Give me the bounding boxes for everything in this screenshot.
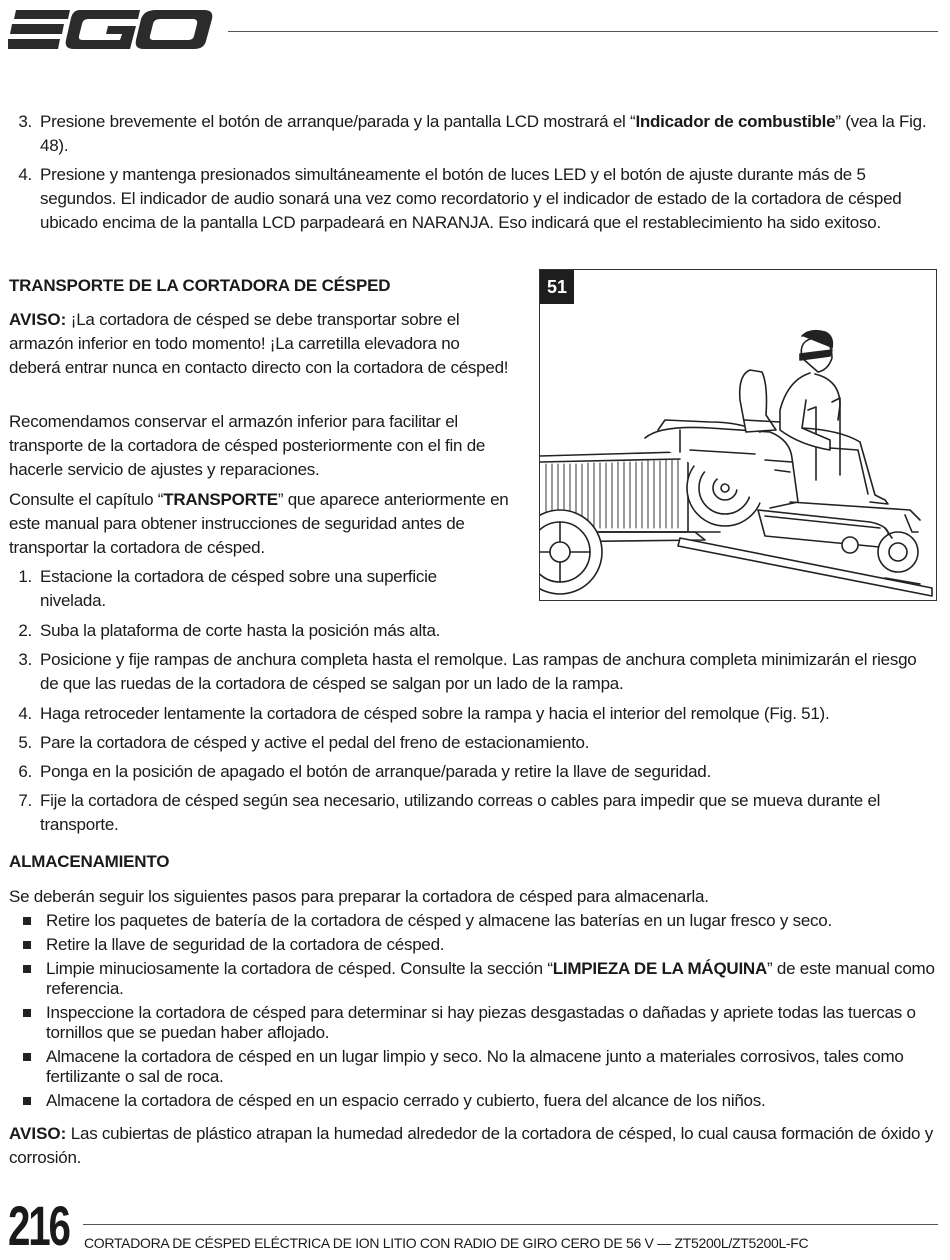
list-item: 7. Fije la cortadora de césped según sea necesario, utilizando correas o cables para impedir que se mueva durante el transporte. — [18, 791, 881, 834]
paragraph: Consulte el capítulo “TRANSPORTE” que aparece anteriormente en este manual para obtener instrucciones de seguridad antes de transportar la cortadora de césped. — [9, 490, 509, 557]
bullet-icon — [23, 1097, 31, 1105]
bullet-icon — [23, 965, 31, 973]
list-item: 2. Suba la plataforma de corte hasta la posición más alta. — [18, 621, 441, 640]
bullet-icon — [23, 1053, 31, 1061]
footer-rule — [83, 1224, 938, 1225]
list-item — [0, 163, 930, 235]
list-number: 4. — [18, 165, 32, 184]
bullet-item: Almacene la cortadora de césped en un espacio cerrado y cubierto, fuera del alcance de los niños. — [14, 1091, 942, 1111]
list-text: Presione y mantenga presionados simultáneamente el botón de luces LED y el botón de ajuste durante más de 5 segundos. El indicador de audio sonará una vez como recordatorio y el indicador de estado de la cortadora de césped ubicado encima de la pantalla LCD parpadeará en NARANJA. Eso indicará que el restablecimiento ha sido exitoso. — [40, 165, 902, 232]
section-heading-transport: TRANSPORTE DE LA CORTADORA DE CÉSPED — [9, 276, 391, 295]
machine-cleaning-reference: LIMPIEZA DE LA MÁQUINA — [552, 959, 767, 978]
ego-logo — [8, 6, 214, 54]
footer-title: CORTADORA DE CÉSPED ELÉCTRICA DE ION LITIO CON RADIO DE GIRO CERO DE 56 V — ZT5200L/ZT5200L-FC — [84, 1235, 809, 1251]
list-item: 3. Posicione y fije rampas de anchura completa hasta el remolque. Las rampas de anchura completa minimizarán el riesgo de que las ruedas de la cortadora de césped se salgan por un lado de la rampa. — [18, 650, 917, 693]
bullet-list — [14, 911, 942, 1115]
warning-label: AVISO: — [9, 310, 67, 329]
figure-number: 51 — [540, 270, 574, 304]
list-item: 5. Pare la cortadora de césped y active el pedal del freno de estacionamiento. — [18, 733, 590, 752]
bullet-item: Almacene la cortadora de césped en un lugar limpio y seco. No la almacene junto a materiales corrosivos, tales como fertilizante o sal de roca. — [14, 1047, 942, 1087]
section-heading-storage: ALMACENAMIENTO — [9, 852, 170, 871]
transport-reference: TRANSPORTE — [163, 490, 278, 509]
bullet-item: Retire la llave de seguridad de la cortadora de césped. — [14, 935, 942, 955]
paragraph: Recomendamos conservar el armazón inferior para facilitar el transporte de la cortadora de césped posteriormente con el fin de hacerle servicio de ajustes y reparaciones. — [9, 412, 486, 479]
list-item: 6. Ponga en la posición de apagado el botón de arranque/parada y retire la llave de seguridad. — [18, 762, 711, 781]
list-item: 4. Haga retroceder lentamente la cortadora de césped sobre la rampa y hacia el interior del remolque (Fig. 51). — [18, 704, 830, 723]
fuel-indicator-term: Indicador de combustible — [635, 112, 836, 131]
mower-on-ramp-illustration — [540, 270, 935, 599]
list-item: 1. Estacione la cortadora de césped sobre una superficie nivelada. — [18, 567, 437, 610]
bullet-icon — [23, 917, 31, 925]
header-rule — [228, 31, 938, 32]
bullet-icon — [23, 941, 31, 949]
warning-label: AVISO: — [9, 1124, 67, 1143]
bullet-item: Retire los paquetes de batería de la cortadora de césped y almacene las baterías en un lugar fresco y seco. — [14, 911, 942, 931]
bullet-item: Limpie minuciosamente la cortadora de césped. Consulte la sección “LIMPIEZA DE LA MÁQUINA” de este manual como referencia. — [14, 959, 942, 999]
figure-mower-trailer — [539, 269, 937, 601]
list-text: Presione brevemente el botón de arranque/parada y la pantalla LCD mostrará el “Indicador de combustible” (vea la Fig. 48). — [40, 112, 927, 155]
bullet-item: Inspeccione la cortadora de césped para determinar si hay piezas desgastadas o dañadas y apriete todas las tuercas o tornillos que se puedan haber aflojado. — [14, 1003, 942, 1043]
paragraph: Se deberán seguir los siguientes pasos para preparar la cortadora de césped para almacenarla. — [9, 887, 709, 906]
page-number: 216 — [8, 1194, 69, 1257]
warning-paragraph: AVISO: Las cubiertas de plástico atrapan la humedad alrededor de la cortadora de césped, lo cual causa formación de óxido y corrosión. — [9, 1124, 933, 1167]
bullet-icon — [23, 1009, 31, 1017]
list-item — [0, 110, 930, 158]
list-number: 3. — [18, 112, 32, 131]
warning-paragraph: AVISO: ¡La cortadora de césped se debe transportar sobre el armazón inferior en todo momento! ¡La carretilla elevadora no deberá entrar nunca en contacto directo con la cortadora de césped! — [9, 310, 509, 377]
